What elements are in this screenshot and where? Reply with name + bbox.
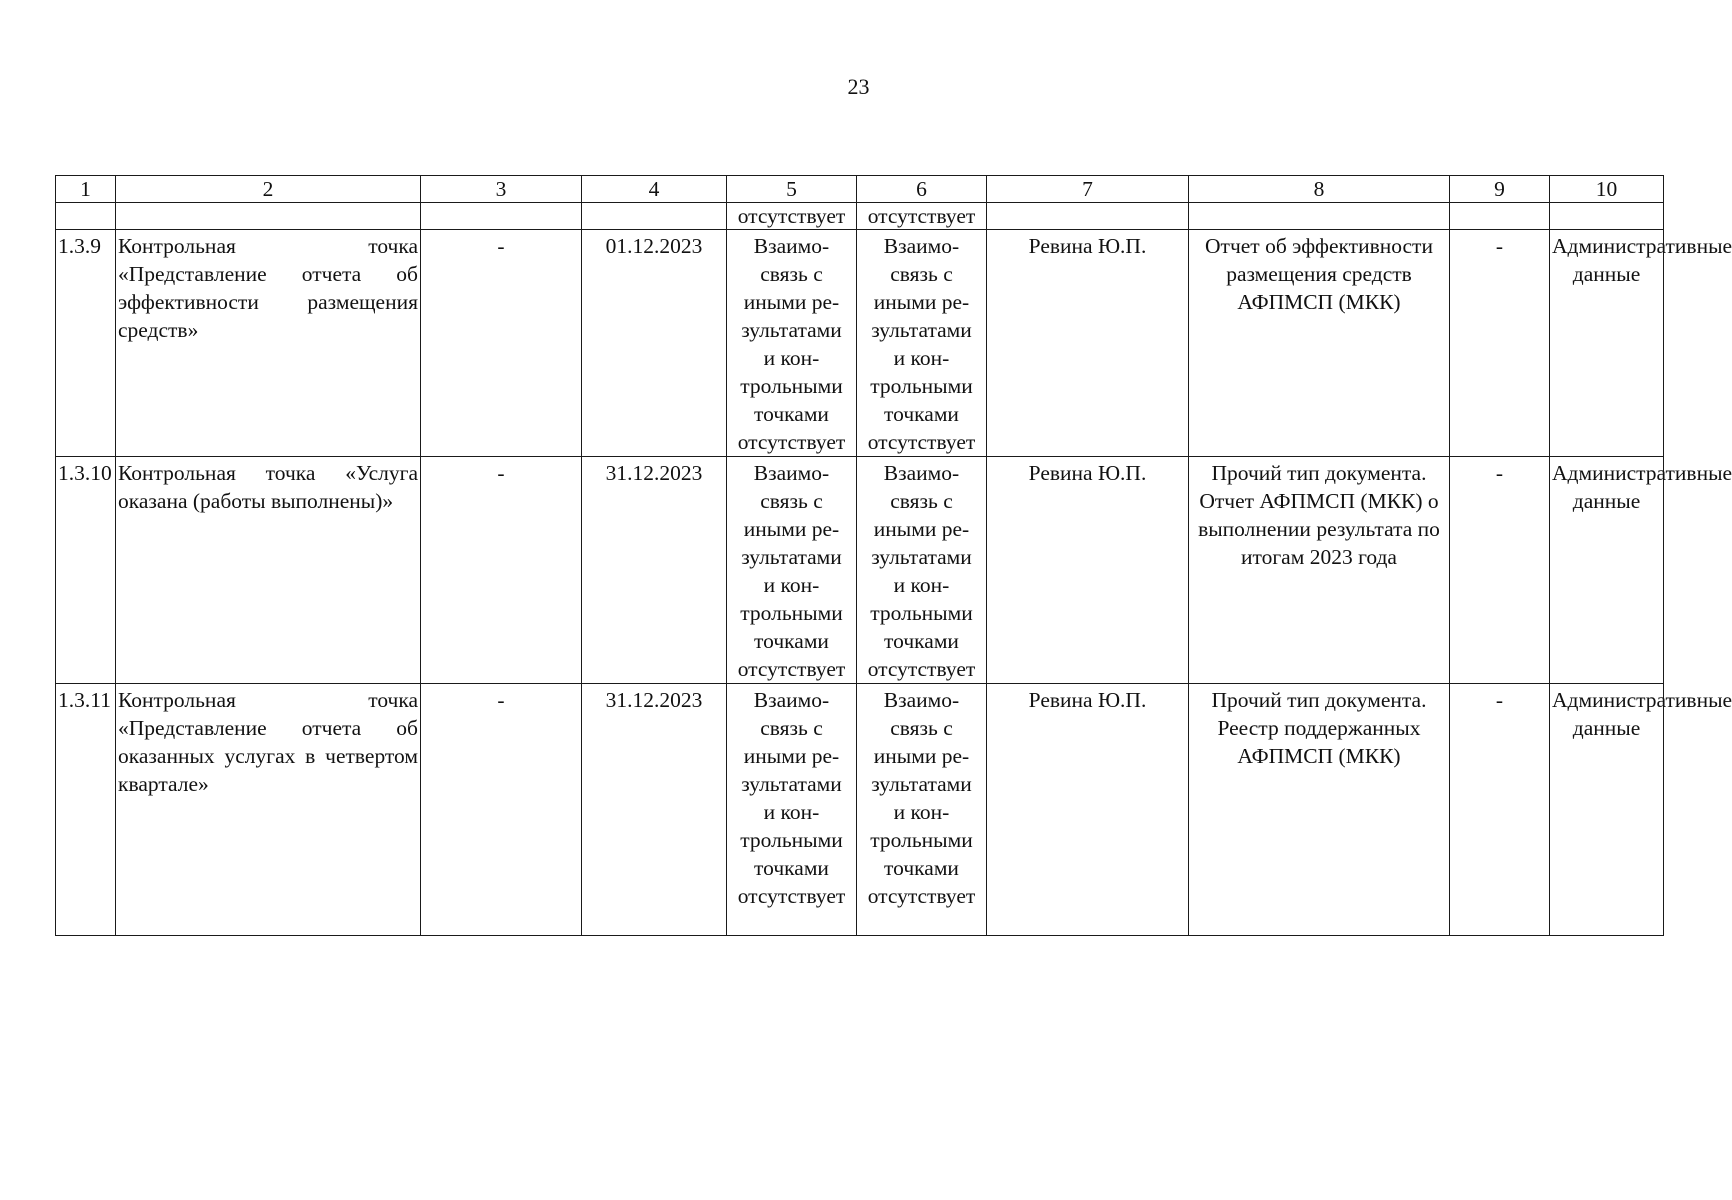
table-cell [116, 203, 421, 230]
page-number: 23 [847, 74, 870, 99]
table-cell: Взаимо- связь с иными ре- зультатами и кон- трольными точками отсутствует [857, 684, 987, 936]
source-cell: Административные данные [1550, 457, 1664, 684]
column-header: 1 [56, 176, 116, 203]
table-row [56, 684, 1664, 936]
date-cell: 31.12.2023 [582, 684, 727, 936]
table-cell: Взаимо- связь с иными ре- зультатами и кон- трольными точками отсутствует [857, 230, 987, 457]
table-cell [582, 203, 727, 230]
column-header: 2 [116, 176, 421, 203]
responsible-cell: Ревина Ю.П. [987, 230, 1189, 457]
table-cell: отсутствует [727, 203, 857, 230]
checkpoint-name: Контрольная точка «Услуга оказана (работы выполнены)» [116, 457, 421, 684]
row-number: 1.3.10 [56, 457, 116, 684]
column-header: 9 [1450, 176, 1550, 203]
date-cell: 01.12.2023 [582, 230, 727, 457]
table-cell: - [1450, 457, 1550, 684]
responsible-cell: Ревина Ю.П. [987, 684, 1189, 936]
table-header-row [56, 176, 1664, 203]
table-cell [421, 203, 582, 230]
column-header: 8 [1189, 176, 1450, 203]
column-header: 10 [1550, 176, 1664, 203]
table-cell [1550, 203, 1664, 230]
table-cell: - [421, 230, 582, 457]
source-cell: Административные данные [1550, 230, 1664, 457]
table-row [56, 230, 1664, 457]
table-cell: Взаимо- связь с иными ре- зультатами и кон- трольными точками отсутствует [727, 684, 857, 936]
table-cell: Взаимо- связь с иными ре- зультатами и кон- трольными точками отсутствует [727, 230, 857, 457]
table-cell: отсутствует [857, 203, 987, 230]
column-header: 5 [727, 176, 857, 203]
table-row [56, 457, 1664, 684]
row-number: 1.3.9 [56, 230, 116, 457]
table-cell [56, 203, 116, 230]
date-cell: 31.12.2023 [582, 457, 727, 684]
checkpoint-name: Контрольная точка «Представление отчета об эффективности размещения средств» [116, 230, 421, 457]
document-cell: Прочий тип документа. Реестр поддержанных АФПМСП (МКК) [1189, 684, 1450, 936]
table-cell: Взаимо- связь с иными ре- зультатами и кон- трольными точками отсутствует [727, 457, 857, 684]
document-cell: Прочий тип документа. Отчет АФПМСП (МКК) о выполнении результата по итогам 2023 года [1189, 457, 1450, 684]
data-table [55, 175, 1732, 936]
table-cell [1189, 203, 1450, 230]
column-header: 4 [582, 176, 727, 203]
responsible-cell: Ревина Ю.П. [987, 457, 1189, 684]
table-cell: - [1450, 684, 1550, 936]
table-cell: - [421, 457, 582, 684]
source-cell: Административные данные [1550, 684, 1664, 936]
column-header: 3 [421, 176, 582, 203]
column-header: 7 [987, 176, 1189, 203]
column-header: 6 [857, 176, 987, 203]
table-cell [1450, 203, 1550, 230]
table-cell: - [421, 684, 582, 936]
table-cell [987, 203, 1189, 230]
table-cell: - [1450, 230, 1550, 457]
continuation-row [56, 203, 1664, 230]
row-number: 1.3.11 [56, 684, 116, 936]
table-cell: Взаимо- связь с иными ре- зультатами и кон- трольными точками отсутствует [857, 457, 987, 684]
document-cell: Отчет об эффективности размещения средств АФПМСП (МКК) [1189, 230, 1450, 457]
checkpoint-name: Контрольная точка «Представление отчета об оказанных услугах в четвертом квартале» [116, 684, 421, 936]
